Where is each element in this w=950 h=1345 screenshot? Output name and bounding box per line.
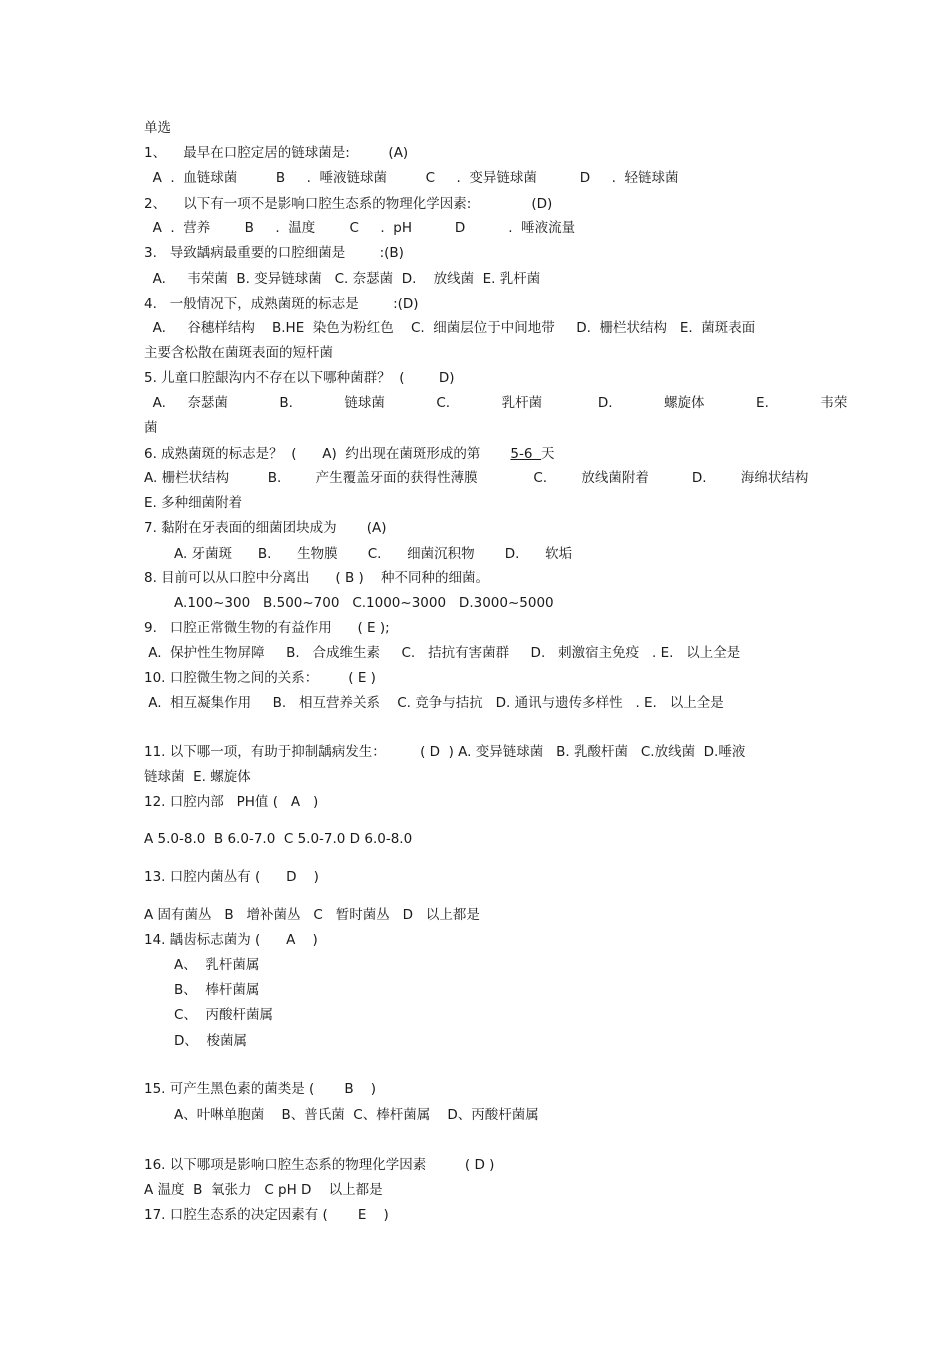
text-line: D、 梭菌属 [144,1033,248,1049]
text-line: 10. 口腔微生物之间的关系： ( E ) [144,670,376,686]
text-line: E. 多种细菌附着 [144,495,243,511]
text-line: A. 奈瑟菌 B. 链球菌 C. 乳杆菌 D. 螺旋体 E. 韦荣 [144,395,848,411]
text-line: 11. 以下哪一项，有助于抑制龋病发生： ( D ) A. 变异链球菌 B. 乳酸杆菌 C.放线菌 D.唾液 [144,744,746,760]
text-line: A. 韦荣菌 B. 变异链球菌 C. 奈瑟菌 D. 放线菌 E. 乳杆菌 [144,271,541,287]
text-line: A. 保护性生物屏障 B. 合成维生素 C. 拮抗有害菌群 D. 刺激宿主免疫 . E. 以上全是 [144,645,741,661]
text-line: A. 相互凝集作用 B. 相互营养关系 C. 竞争与拮抗 D. 通讯与遗传多样性 . E. 以上全是 [144,695,724,711]
text-line: 4. 一般情况下，成熟菌斑的标志是 :(D) [144,296,419,312]
text-line: 3. 导致龋病最重要的口腔细菌是 :(B) [144,245,404,261]
text-line: A、叶啉单胞菌 B、普氏菌 C、棒杆菌属 D、丙酸杆菌属 [144,1107,539,1123]
text-line: A 温度 B 氧张力 C pH D 以上都是 [144,1182,383,1198]
text-line: 菌 [144,420,158,436]
text-line: 17. 口腔生态系的决定因素有 ( E ) [144,1207,389,1223]
text-line: A. 栅栏状结构 B. 产生覆盖牙面的获得性薄膜 C. 放线菌附着 D. 海绵状结构 [144,470,809,486]
text-line: 15. 可产生黑色素的菌类是 ( B ) [144,1081,377,1097]
text-line: 1、 最早在口腔定居的链球菌是: (A) [144,145,409,161]
text-line: 5. 儿童口腔龈沟内不存在以下哪种菌群？ ( D) [144,370,455,386]
text-line: 8. 目前可以从口腔中分离出 ( B ) 种不同种的细菌。 [144,570,489,586]
text-line: 13. 口腔内菌丛有 ( D ) [144,869,319,885]
text-line: A. 牙菌斑 B. 生物膜 C. 细菌沉积物 D. 软垢 [144,546,573,562]
text-line: A、 乳杆菌属 [144,957,260,973]
text-line: A . 营养 B . 温度 C . pH D . 唾液流量 [144,220,576,236]
text-line: 7. 黏附在牙表面的细菌团块成为 (A) [144,520,387,536]
text-line: A.100~300 B.500~700 C.1000~3000 D.3000~5000 [144,595,554,611]
text-line: A . 血链球菌 B . 唾液链球菌 C . 变异链球菌 D . 轻链球菌 [144,170,679,186]
text-line: 9. 口腔正常微生物的有益作用 ( E ); [144,620,390,636]
text-line: B、 棒杆菌属 [144,982,260,998]
text-line: A 5.0-8.0 B 6.0-7.0 C 5.0-7.0 D 6.0-8.0 [144,831,413,847]
text-line: 16. 以下哪项是影响口腔生态系的物理化学因素 ( D ) [144,1157,495,1173]
text-line: 2、 以下有一项不是影响口腔生态系的物理化学因素: (D) [144,196,553,212]
text-line: C、 丙酸杆菌属 [144,1007,274,1023]
text-line: 6. 成熟菌斑的标志是？ ( A) 约出现在菌斑形成的第 5-6 天 [144,446,555,462]
text-line: 12. 口腔内部 PH值 ( A ) [144,794,319,810]
text-line: A 固有菌丛 B 增补菌丛 C 暂时菌丛 D 以上都是 [144,907,480,923]
underlined-days: 5-6 [510,446,542,462]
text-line: 主要含松散在菌斑表面的短杆菌 [144,345,333,361]
text-line: 链球菌 E. 螺旋体 [144,769,251,785]
text-line: 14. 龋齿标志菌为 ( A ) [144,932,318,948]
section-heading: 单选 [144,120,171,136]
text-line: A. 谷穗样结构 B.HE 染色为粉红色 C. 细菌层位于中间地带 D. 栅栏状结构 E. 菌斑表面 [144,320,756,336]
